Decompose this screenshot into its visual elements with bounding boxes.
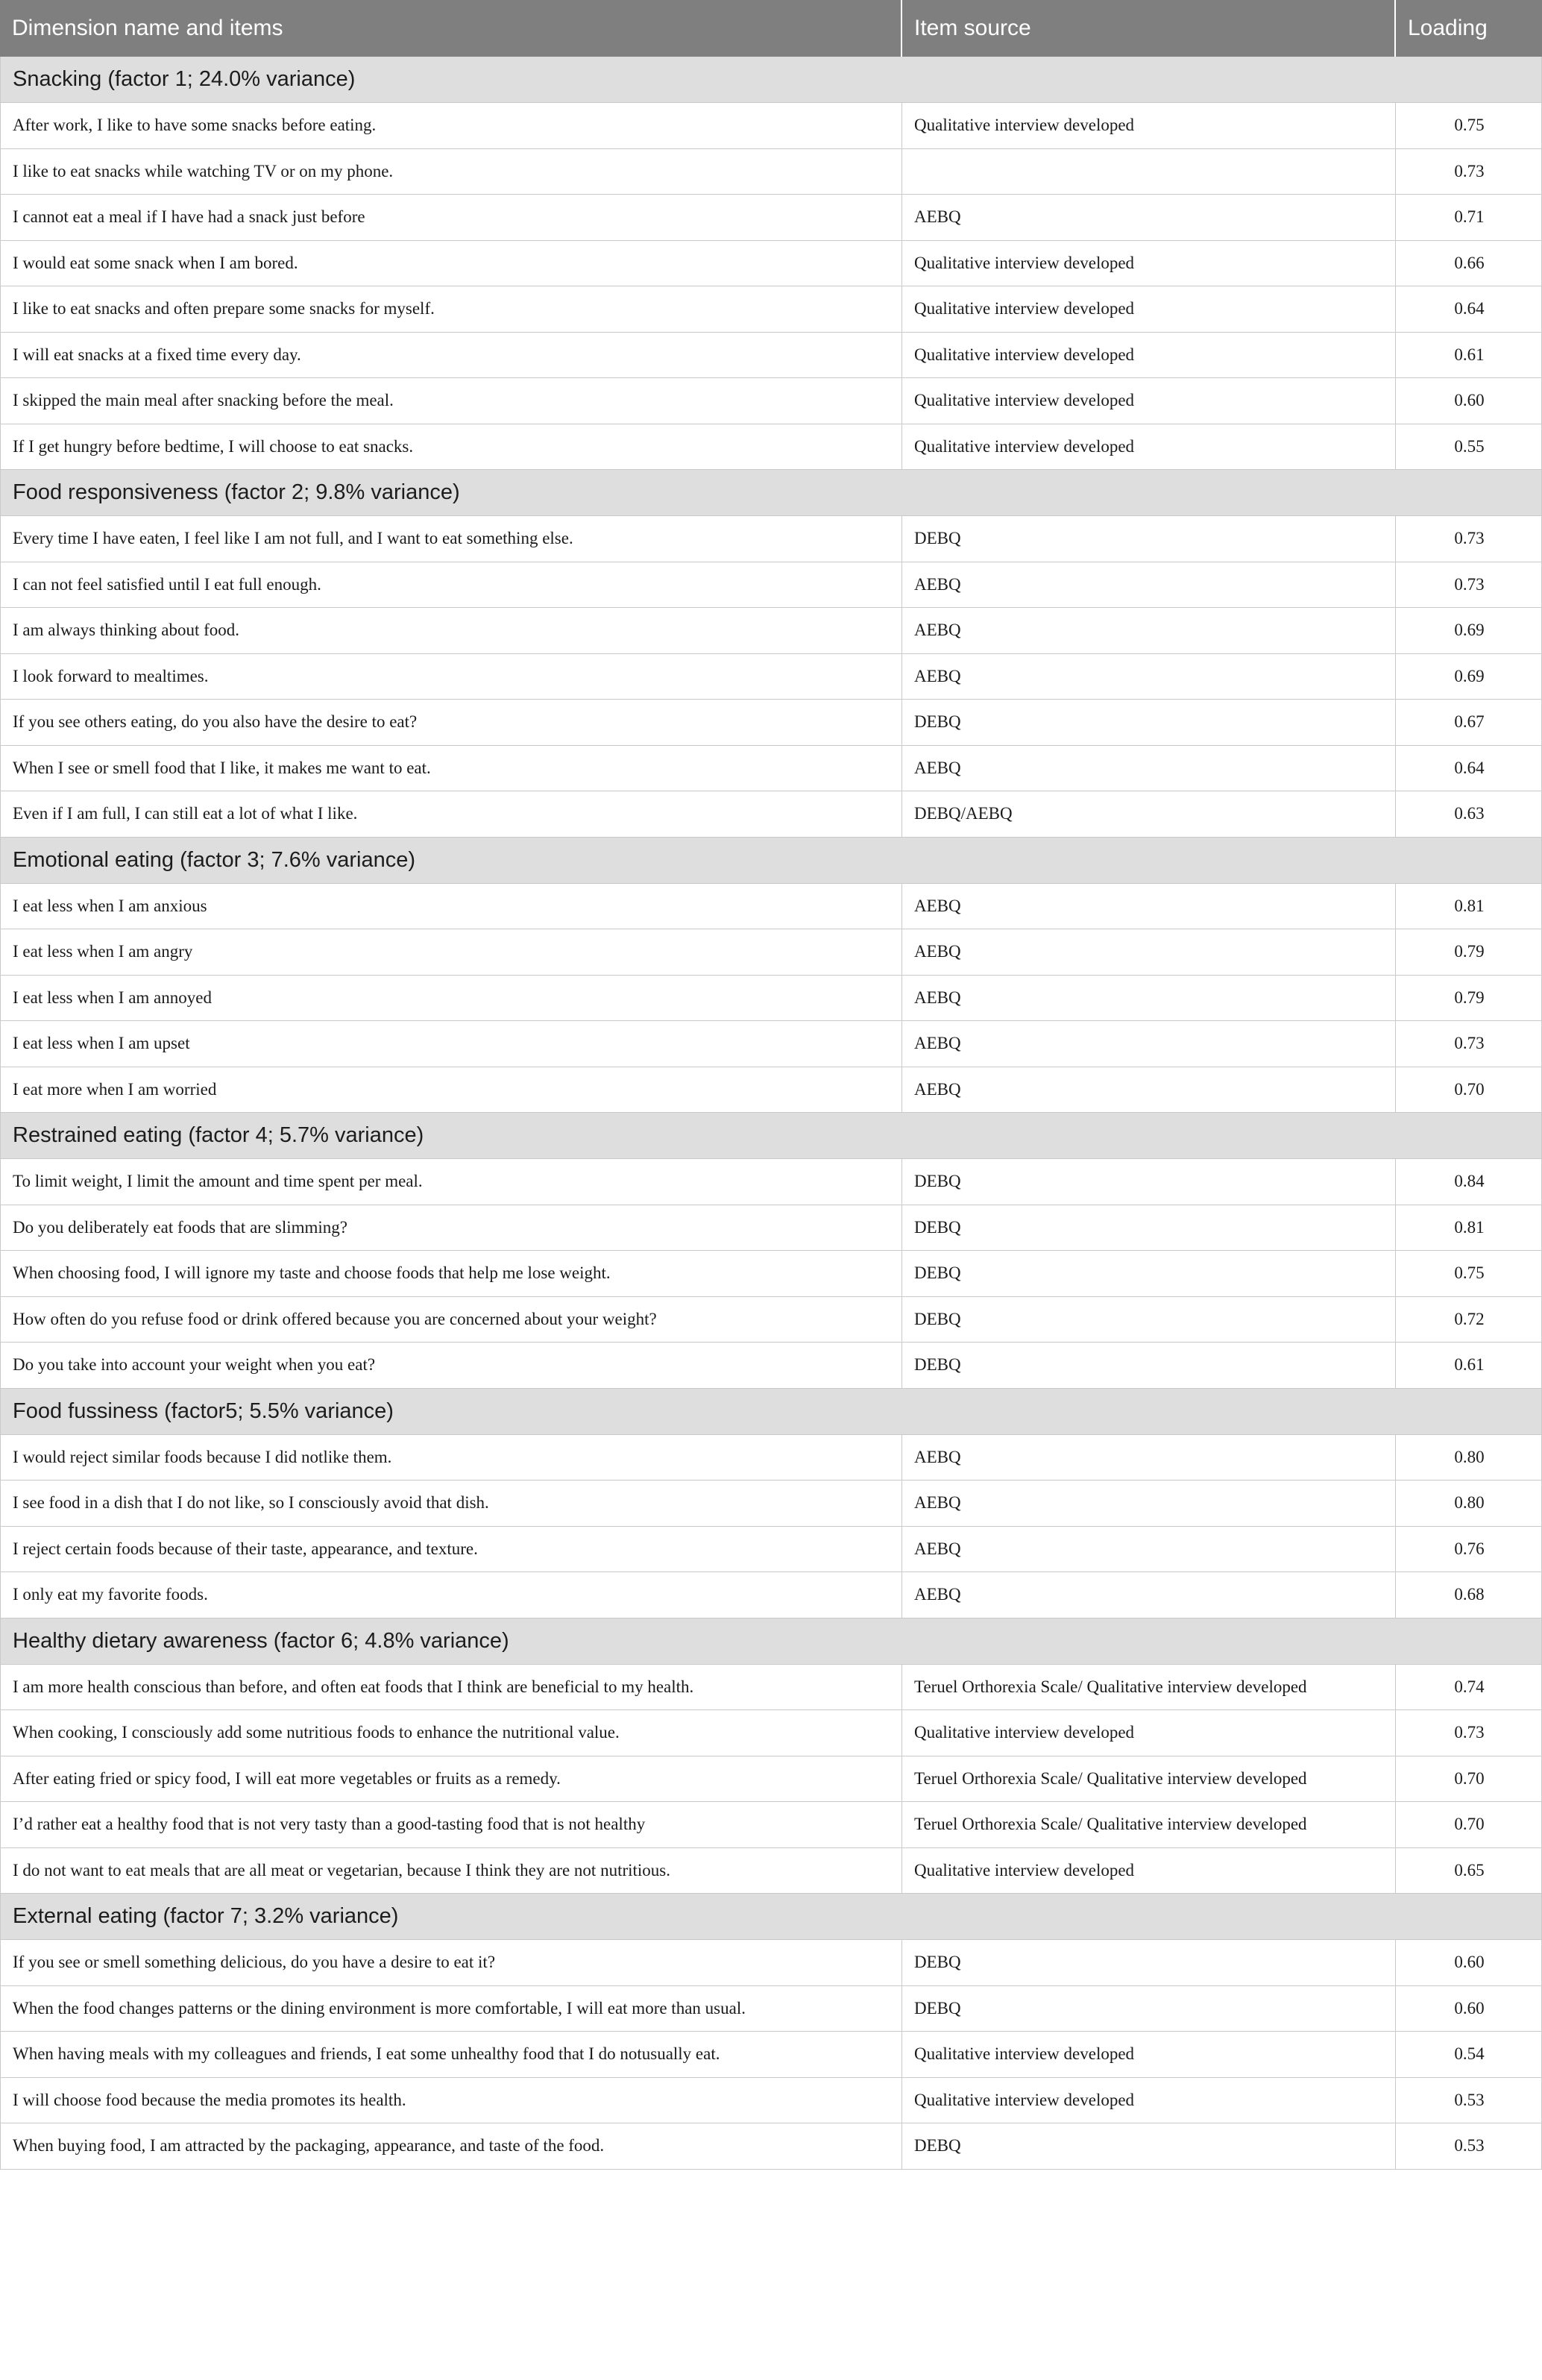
table-row [0, 1802, 1542, 1848]
item-text: Do you take into account your weight when you eat? [13, 1355, 376, 1374]
item-source: DEBQ [901, 700, 1395, 745]
column-header-loading: Loading [1394, 0, 1542, 57]
item-text: To limit weight, I limit the amount and time spent per meal. [13, 1172, 423, 1190]
item-loading: 0.81 [1395, 1205, 1542, 1251]
item-source: Qualitative interview developed [901, 1848, 1395, 1894]
item-loading: 0.66 [1395, 241, 1542, 286]
section-header-7 [0, 1894, 1542, 1940]
item-loading: 0.55 [1395, 424, 1542, 470]
table-row [0, 195, 1542, 241]
item-loading: 0.64 [1395, 286, 1542, 332]
table-row [0, 1665, 1542, 1711]
item-source: AEBQ [901, 1435, 1395, 1481]
table-row [0, 700, 1542, 746]
item-text: When the food changes patterns or the dining environment is more comfortable, I will eat more than usual. [13, 1998, 746, 2018]
item-loading: 0.84 [1395, 1159, 1542, 1205]
item-source: AEBQ [901, 929, 1395, 975]
table-row [0, 1527, 1542, 1573]
item-source [901, 149, 1395, 195]
item-source: DEBQ [901, 1251, 1395, 1296]
table-row [0, 241, 1542, 287]
section-title: Healthy dietary awareness (factor 6; 4.8% variance) [13, 1628, 509, 1653]
table-row [0, 1756, 1542, 1803]
item-source: Qualitative interview developed [901, 378, 1395, 424]
table-row [0, 562, 1542, 609]
item-text: I only eat my favorite foods. [13, 1585, 208, 1604]
item-loading: 0.72 [1395, 1297, 1542, 1343]
table-row [0, 2078, 1542, 2124]
table-row [0, 1848, 1542, 1894]
item-loading: 0.80 [1395, 1481, 1542, 1526]
section-header-5 [0, 1389, 1542, 1435]
item-text: After eating fried or spicy food, I will eat more vegetables or fruits as a remedy. [13, 1768, 561, 1788]
item-source: AEBQ [901, 195, 1395, 240]
item-text: I eat less when I am angry [13, 942, 193, 961]
item-loading: 0.60 [1395, 378, 1542, 424]
section-title: Snacking (factor 1; 24.0% variance) [13, 67, 356, 91]
table-body [0, 57, 1542, 2170]
item-source: Teruel Orthorexia Scale/ Qualitative interview developed [901, 1665, 1395, 1710]
table-row [0, 149, 1542, 195]
item-source: AEBQ [901, 608, 1395, 653]
table-row [0, 2032, 1542, 2078]
item-loading: 0.64 [1395, 746, 1542, 791]
item-source: AEBQ [901, 1067, 1395, 1113]
item-text: I reject certain foods because of their taste, appearance, and texture. [13, 1539, 478, 1558]
table-row [0, 1297, 1542, 1343]
item-source: DEBQ/AEBQ [901, 791, 1395, 837]
item-source: AEBQ [901, 746, 1395, 791]
item-source: AEBQ [901, 976, 1395, 1021]
table-row [0, 2123, 1542, 2170]
item-source: AEBQ [901, 1021, 1395, 1067]
item-loading: 0.68 [1395, 1572, 1542, 1618]
item-loading: 0.53 [1395, 2078, 1542, 2123]
item-text: I like to eat snacks while watching TV or on my phone. [13, 161, 394, 180]
column-header-dimension-items: Dimension name and items [12, 16, 283, 40]
item-source: Qualitative interview developed [901, 1710, 1395, 1756]
item-text: When buying food, I am attracted by the packaging, appearance, and taste of the food. [13, 2136, 605, 2155]
item-text: I will choose food because the media promotes its health. [13, 2090, 406, 2109]
item-loading: 0.67 [1395, 700, 1542, 745]
item-loading: 0.63 [1395, 791, 1542, 837]
table-row [0, 1435, 1542, 1481]
item-source: AEBQ [901, 1527, 1395, 1572]
item-text: If you see others eating, do you also have the desire to eat? [13, 712, 418, 731]
item-text: When cooking, I consciously add some nutritious foods to enhance the nutritional value. [13, 1723, 620, 1742]
table-row [0, 103, 1542, 149]
item-text: I skipped the main meal after snacking before the meal. [13, 391, 394, 409]
table-row [0, 608, 1542, 654]
table-row [0, 929, 1542, 976]
item-text: I eat less when I am annoyed [13, 988, 212, 1007]
section-header-3 [0, 838, 1542, 884]
section-title: Restrained eating (factor 4; 5.7% variance) [13, 1123, 424, 1147]
item-source: Qualitative interview developed [901, 424, 1395, 470]
item-loading: 0.80 [1395, 1435, 1542, 1481]
item-source: Teruel Orthorexia Scale/ Qualitative interview developed [901, 1756, 1395, 1802]
item-source: DEBQ [901, 1205, 1395, 1251]
item-text: How often do you refuse food or drink offered because you are concerned about your weight? [13, 1309, 657, 1328]
item-text: I do not want to eat meals that are all meat or vegetarian, because I think they are not nutritious. [13, 1860, 670, 1880]
item-source: Qualitative interview developed [901, 286, 1395, 332]
item-source: Qualitative interview developed [901, 2032, 1395, 2077]
item-source: AEBQ [901, 654, 1395, 700]
item-text: I look forward to mealtimes. [13, 666, 209, 685]
table-row [0, 1067, 1542, 1114]
item-text: If you see or smell something delicious, do you have a desire to eat it? [13, 1953, 496, 1971]
section-header-1 [0, 57, 1542, 103]
item-text: Even if I am full, I can still eat a lot of what I like. [13, 804, 358, 823]
table-row [0, 424, 1542, 471]
item-source: DEBQ [901, 1940, 1395, 1985]
item-source: AEBQ [901, 884, 1395, 929]
table-row [0, 378, 1542, 424]
item-text: I’d rather eat a healthy food that is not very tasty than a good-tasting food that is not healthy [13, 1815, 646, 1833]
item-source: AEBQ [901, 1572, 1395, 1618]
section-title: Food fussiness (factor5; 5.5% variance) [13, 1398, 394, 1423]
table-row [0, 1251, 1542, 1297]
item-loading: 0.76 [1395, 1527, 1542, 1572]
item-text: I am more health conscious than before, and often eat foods that I think are beneficial to my health. [13, 1677, 694, 1696]
section-header-2 [0, 470, 1542, 516]
item-source: DEBQ [901, 1159, 1395, 1205]
item-text: When having meals with my colleagues and friends, I eat some unhealthy food that I do notusually eat. [13, 2044, 720, 2063]
item-loading: 0.60 [1395, 1940, 1542, 1985]
item-loading: 0.73 [1395, 562, 1542, 608]
item-text: I eat less when I am anxious [13, 896, 207, 915]
table-row [0, 884, 1542, 930]
item-source: DEBQ [901, 1986, 1395, 2032]
item-text: If I get hungry before bedtime, I will choose to eat snacks. [13, 436, 414, 456]
item-loading: 0.81 [1395, 884, 1542, 929]
item-text: Do you deliberately eat foods that are slimming? [13, 1217, 348, 1237]
item-loading: 0.73 [1395, 1710, 1542, 1756]
table-row [0, 976, 1542, 1022]
item-text: I would eat some snack when I am bored. [13, 253, 298, 272]
section-title: External eating (factor 7; 3.2% variance) [13, 1904, 399, 1928]
item-source: Qualitative interview developed [901, 2078, 1395, 2123]
item-source: DEBQ [901, 1343, 1395, 1388]
item-text: I cannot eat a meal if I have had a snack just before [13, 207, 365, 226]
table-header-row [0, 0, 1542, 57]
item-loading: 0.79 [1395, 976, 1542, 1021]
item-loading: 0.70 [1395, 1756, 1542, 1802]
item-loading: 0.75 [1395, 103, 1542, 148]
table-row [0, 1940, 1542, 1986]
item-loading: 0.73 [1395, 1021, 1542, 1067]
table-row [0, 1986, 1542, 2032]
item-text: I can not feel satisfied until I eat full enough. [13, 574, 321, 594]
column-header-item-source: Item source [901, 0, 1394, 57]
table-row [0, 286, 1542, 333]
item-source: DEBQ [901, 2123, 1395, 2169]
table-row [0, 791, 1542, 838]
item-text: When I see or smell food that I like, it makes me want to eat. [13, 758, 431, 777]
item-text: I eat less when I am upset [13, 1034, 190, 1052]
item-loading: 0.75 [1395, 1251, 1542, 1296]
item-loading: 0.70 [1395, 1067, 1542, 1113]
table-row [0, 516, 1542, 562]
item-source: Teruel Orthorexia Scale/ Qualitative interview developed [901, 1802, 1395, 1847]
table-row [0, 1710, 1542, 1756]
table-row [0, 1021, 1542, 1067]
section-header-6 [0, 1618, 1542, 1665]
item-loading: 0.73 [1395, 149, 1542, 195]
item-source: Qualitative interview developed [901, 241, 1395, 286]
item-text: Every time I have eaten, I feel like I am not full, and I want to eat something else. [13, 529, 573, 547]
item-loading: 0.53 [1395, 2123, 1542, 2169]
item-loading: 0.65 [1395, 1848, 1542, 1894]
item-loading: 0.61 [1395, 333, 1542, 378]
item-text: I like to eat snacks and often prepare some snacks for myself. [13, 299, 435, 318]
item-text: I eat more when I am worried [13, 1079, 217, 1099]
section-title: Emotional eating (factor 3; 7.6% variance) [13, 847, 415, 872]
table-row [0, 746, 1542, 792]
item-loading: 0.79 [1395, 929, 1542, 975]
section-title: Food responsiveness (factor 2; 9.8% variance) [13, 480, 460, 504]
item-text: I would reject similar foods because I did notlike them. [13, 1447, 392, 1466]
table-row [0, 333, 1542, 379]
table-row [0, 1343, 1542, 1389]
item-source: DEBQ [901, 516, 1395, 562]
item-text: I will eat snacks at a fixed time every day. [13, 345, 301, 364]
item-source: DEBQ [901, 1297, 1395, 1343]
item-source: Qualitative interview developed [901, 333, 1395, 378]
item-source: Qualitative interview developed [901, 103, 1395, 148]
item-text: When choosing food, I will ignore my taste and choose foods that help me lose weight. [13, 1263, 611, 1282]
item-loading: 0.70 [1395, 1802, 1542, 1847]
item-source: AEBQ [901, 1481, 1395, 1526]
item-loading: 0.71 [1395, 195, 1542, 240]
table-row [0, 1159, 1542, 1205]
table-row [0, 654, 1542, 700]
item-loading: 0.69 [1395, 608, 1542, 653]
item-loading: 0.61 [1395, 1343, 1542, 1388]
table-row [0, 1572, 1542, 1618]
table-row [0, 1205, 1542, 1252]
item-text: After work, I like to have some snacks before eating. [13, 116, 377, 134]
item-loading: 0.69 [1395, 654, 1542, 700]
item-loading: 0.60 [1395, 1986, 1542, 2032]
item-loading: 0.74 [1395, 1665, 1542, 1710]
section-header-4 [0, 1113, 1542, 1159]
table-row [0, 1481, 1542, 1527]
item-source: AEBQ [901, 562, 1395, 608]
item-text: I am always thinking about food. [13, 621, 240, 639]
item-text: I see food in a dish that I do not like, so I consciously avoid that dish. [13, 1493, 489, 1512]
item-loading: 0.73 [1395, 516, 1542, 562]
item-loading: 0.54 [1395, 2032, 1542, 2077]
